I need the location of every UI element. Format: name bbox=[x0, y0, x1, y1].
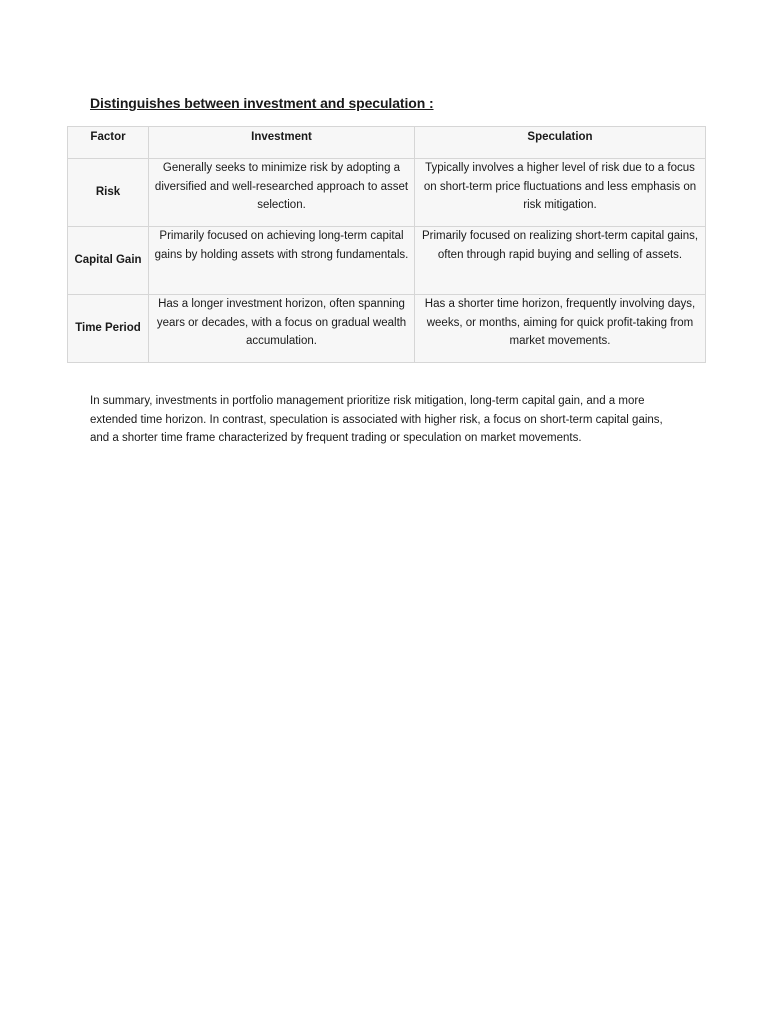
row-speculation-cell: Typically involves a higher level of risk due to a focus on short-term price fluctuations and less emphasis on risk mitigation. bbox=[415, 159, 706, 227]
header-speculation: Speculation bbox=[415, 127, 706, 159]
row-factor-label: Time Period bbox=[68, 295, 149, 363]
header-investment: Investment bbox=[149, 127, 415, 159]
header-factor: Factor bbox=[68, 127, 149, 159]
summary-paragraph: In summary, investments in portfolio management prioritize risk mitigation, long-term capital gain, and a more extended time horizon. In contrast, speculation is associated with higher risk, a focus on short-term capital gains, and a shorter time frame characterized by frequent trading or speculation on market movements. bbox=[90, 395, 663, 445]
table-row-risk bbox=[68, 159, 706, 227]
row-factor-label: Risk bbox=[68, 159, 149, 227]
row-speculation-cell: Primarily focused on realizing short-term capital gains, often through rapid buying and selling of assets. bbox=[415, 227, 706, 295]
row-investment-cell: Generally seeks to minimize risk by adopting a diversified and well-researched approach to asset selection. bbox=[149, 159, 415, 227]
comparison-table bbox=[67, 126, 706, 363]
row-factor-label: Capital Gain bbox=[68, 227, 149, 295]
table-row-time-period bbox=[68, 295, 706, 363]
row-investment-cell: Has a longer investment horizon, often spanning years or decades, with a focus on gradual wealth accumulation. bbox=[149, 295, 415, 363]
table-header-row bbox=[68, 127, 706, 159]
table-row-capital-gain bbox=[68, 227, 706, 295]
row-investment-cell: Primarily focused on achieving long-term capital gains by holding assets with strong fundamentals. bbox=[149, 227, 415, 295]
document-heading: Distinguishes between investment and speculation : bbox=[90, 95, 434, 111]
row-speculation-cell: Has a shorter time horizon, frequently involving days, weeks, or months, aiming for quick profit-taking from market movements. bbox=[415, 295, 706, 363]
